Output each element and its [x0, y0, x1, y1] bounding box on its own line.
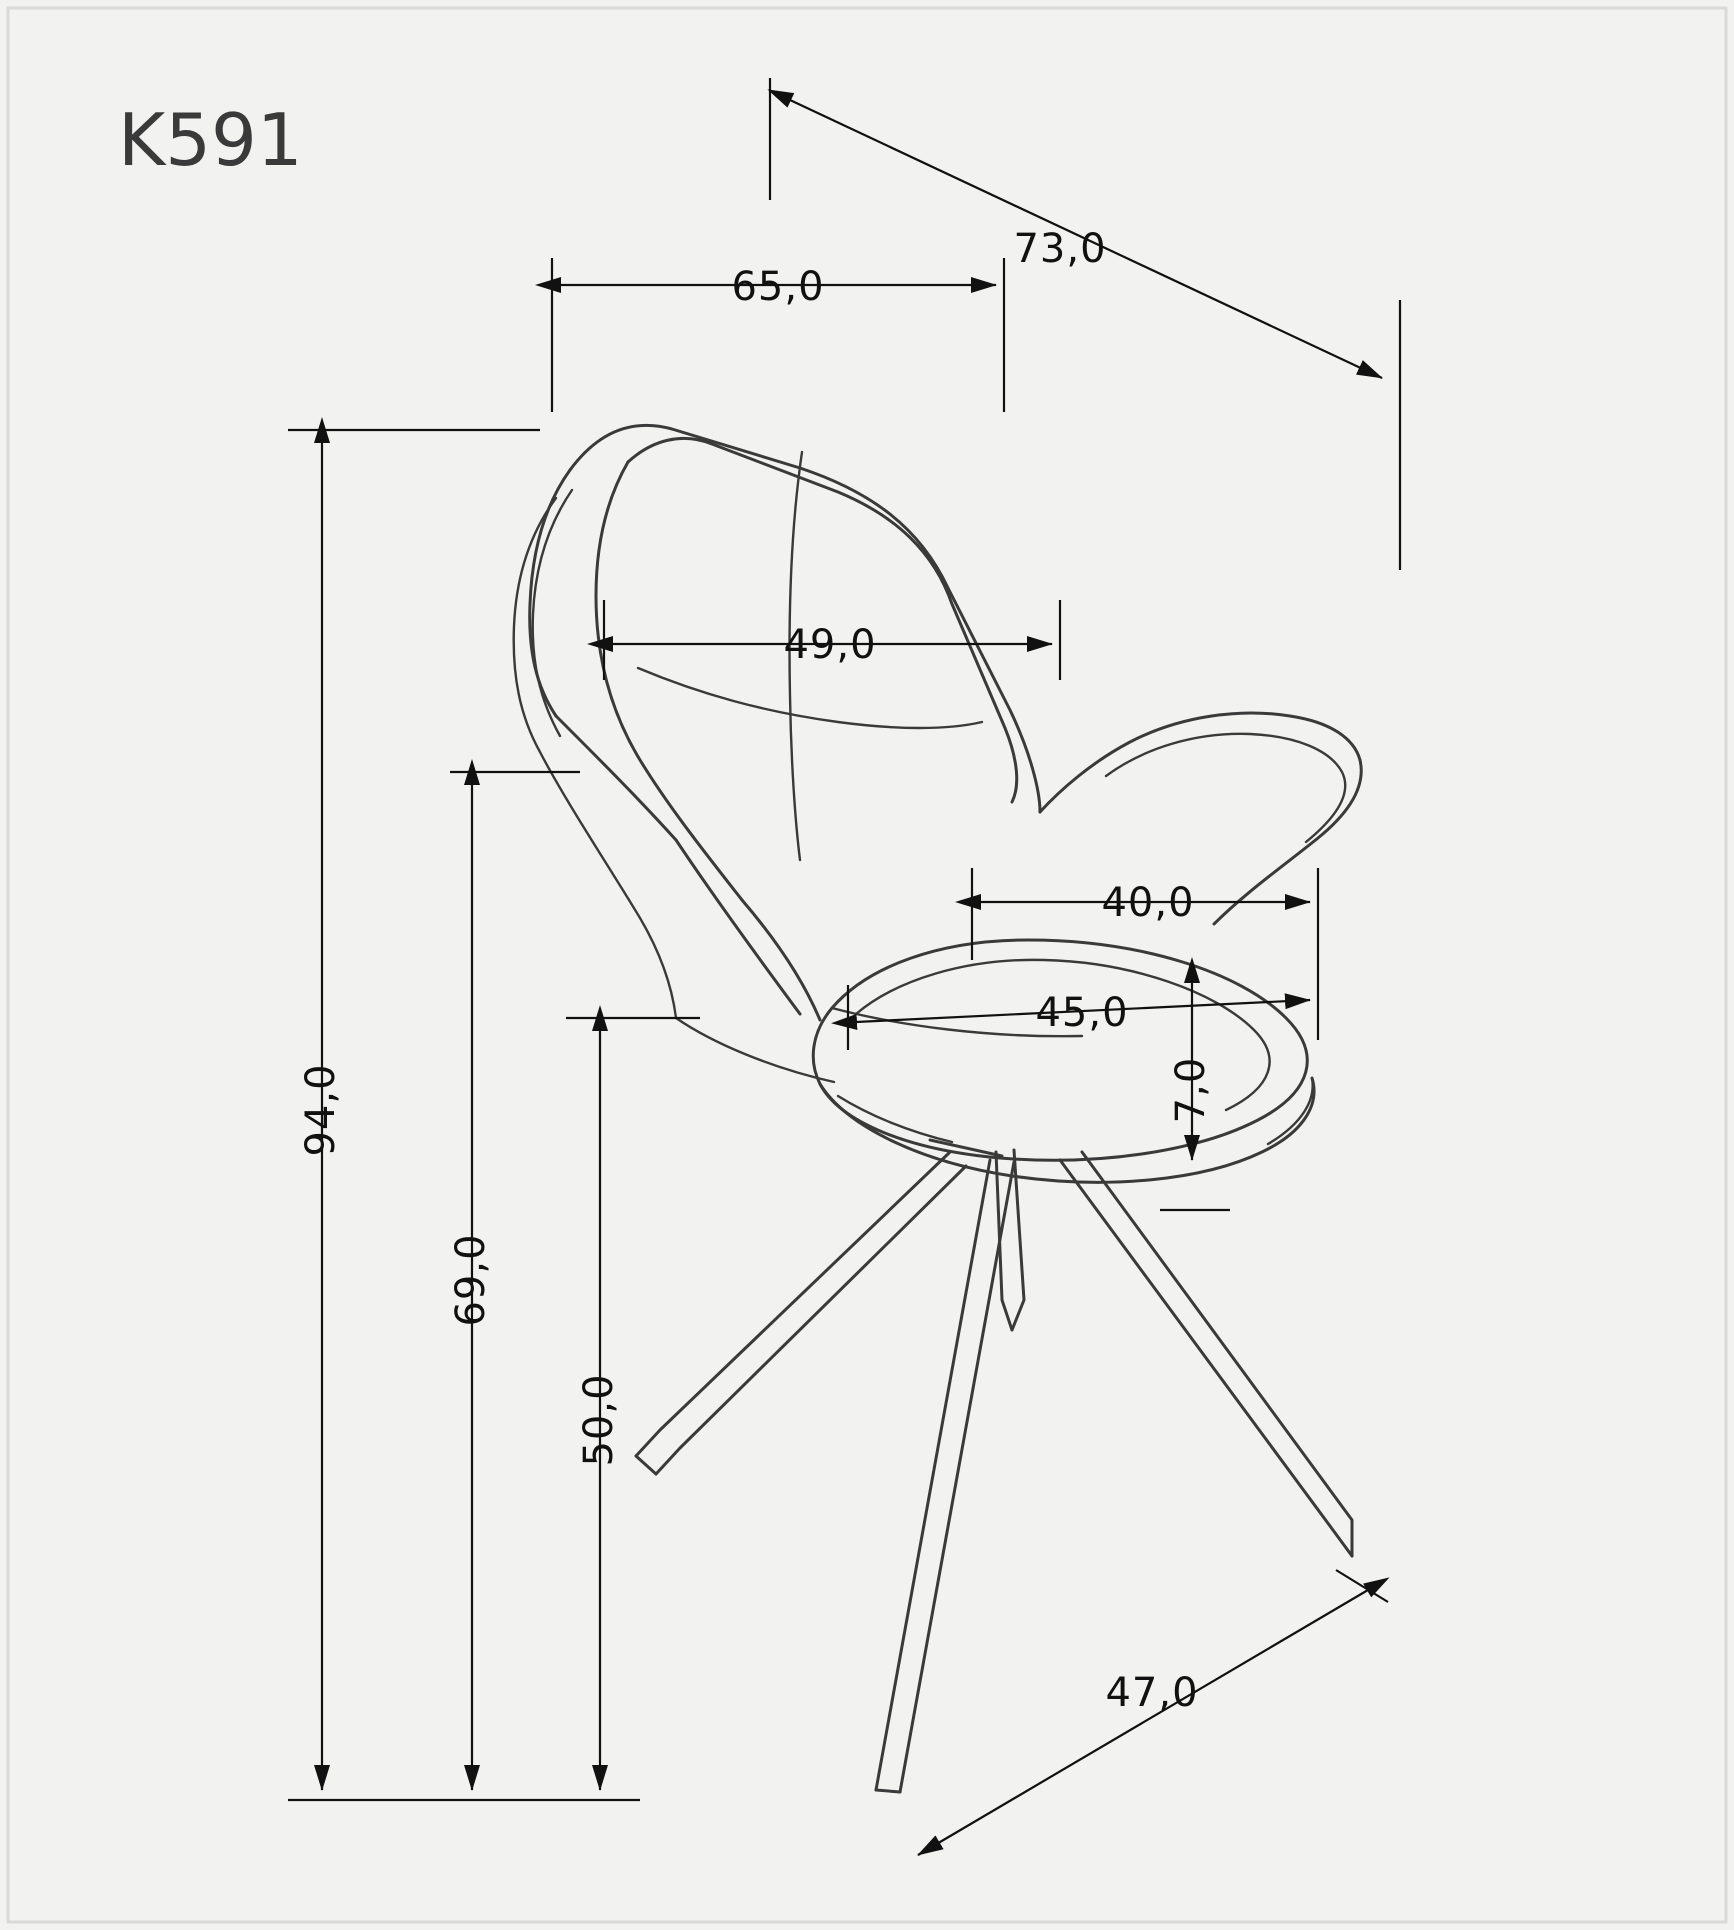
dimension-label-total-height: 94,0	[298, 1063, 344, 1157]
dimension-label-armrest-height: 69,0	[448, 1233, 494, 1327]
dimension-label-armrest-inner: 40,0	[1101, 880, 1195, 926]
dimension-label-seat-thickness: 7,0	[1168, 1056, 1214, 1124]
dimension-armrest-inner	[972, 868, 1318, 960]
dimension-label-depth: 73,0	[1013, 226, 1107, 272]
dimension-label-base-span: 47,0	[1105, 1670, 1199, 1716]
dimension-label-seat-height: 50,0	[576, 1373, 622, 1467]
dimension-armrest-height	[448, 772, 580, 1790]
dimension-seat-thickness	[1160, 982, 1230, 1210]
sheet-border	[8, 8, 1726, 1922]
dimension-backrest-width	[604, 600, 1060, 680]
dimension-total-height	[288, 430, 640, 1800]
dimension-label-width: 65,0	[731, 264, 825, 310]
dimension-base-span	[918, 1570, 1388, 1855]
dimension-label-backrest-width: 49,0	[783, 622, 877, 668]
chair-illustration	[514, 425, 1362, 1792]
dimension-width	[552, 258, 1004, 412]
page-title: K591	[118, 98, 303, 182]
dimension-label-seat-width: 45,0	[1035, 990, 1129, 1036]
dimension-seat-height	[566, 1018, 700, 1790]
